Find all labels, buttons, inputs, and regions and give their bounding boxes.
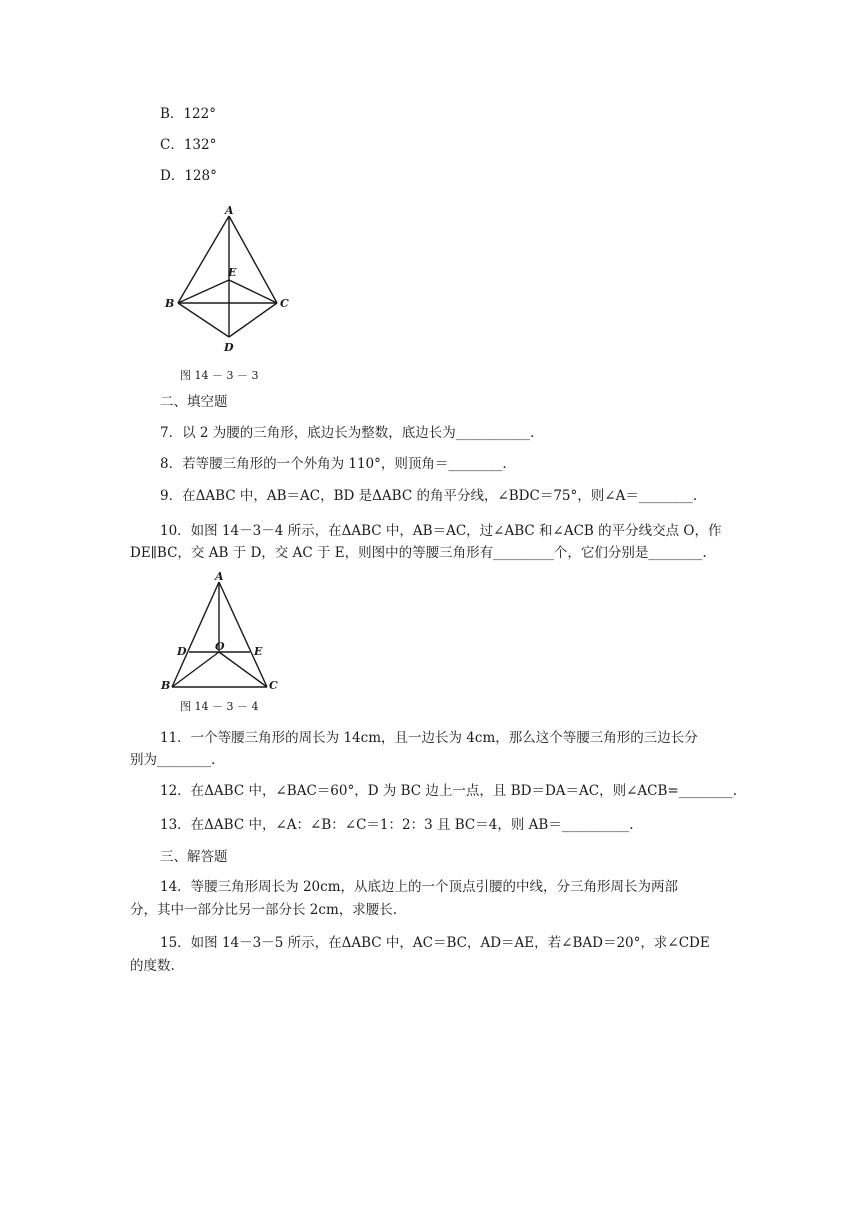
question-13: 13．在ΔABC 中，∠A：∠B：∠C＝1：2：3 且 BC＝4，则 AB＝__________.: [160, 817, 634, 833]
question-7: 7．以 2 为腰的三角形，底边长为整数，底边长为___________.: [160, 425, 535, 441]
figure1-label-d: D: [224, 341, 234, 354]
question-11-line-2: 别为________.: [130, 752, 216, 768]
figure2-lines: [172, 582, 267, 687]
figure2-caption: 图 14 － 3 － 4: [180, 700, 259, 713]
figure1-label-a: A: [225, 204, 234, 217]
question-9: 9．在ΔABC 中，AB＝AC，BD 是ΔABC 的角平分线，∠BDC＝75°，则∠A＝________.: [160, 488, 698, 504]
question-10-line-2: DE∥BC，交 AB 于 D，交 AC 于 E，则图中的等腰三角形有_________个，它们分别是________.: [130, 545, 707, 561]
figure2-label-c: C: [269, 679, 278, 692]
figure-14-3-4: [160, 570, 290, 695]
figure2-label-d: D: [177, 645, 187, 658]
option-b: B．122°: [160, 106, 216, 122]
section-answer-title: 三、解答题: [160, 849, 228, 865]
figure2-label-a: A: [215, 570, 224, 583]
figure2-label-o: O: [215, 640, 225, 653]
figure-14-3-3: [160, 200, 300, 360]
option-c: C．132°: [160, 137, 217, 153]
figure1-label-b: B: [165, 297, 175, 310]
question-12: 12．在ΔABC 中，∠BAC＝60°，D 为 BC 边上一点，且 BD＝DA＝AC，则∠ACB=________.: [160, 783, 738, 799]
question-14-line-1: 14．等腰三角形周长为 20cm，从底边上的一个顶点引腰的中线，分三角形周长为两部: [160, 879, 679, 895]
option-d: D．128°: [160, 168, 217, 184]
figure2-label-b: B: [161, 679, 171, 692]
question-10-line-1: 10．如图 14－3－4 所示，在ΔABC 中，AB＝AC，过∠ABC 和∠ACB 的平分线交点 O，作: [160, 523, 722, 539]
question-11-line-1: 11．一个等腰三角形的周长为 14cm，且一边长为 4cm，那么这个等腰三角形的三边长分: [160, 730, 698, 746]
figure2-label-e: E: [254, 645, 263, 658]
question-8: 8．若等腰三角形的一个外角为 110°，则顶角＝________.: [160, 456, 507, 472]
figure1-label-e: E: [228, 266, 237, 279]
section-fill-in-title: 二、填空题: [160, 394, 228, 410]
question-14-line-2: 分，其中一部分比另一部分长 2cm，求腰长.: [130, 902, 398, 918]
question-15-line-2: 的度数.: [130, 958, 175, 974]
figure1-caption: 图 14 － 3 － 3: [180, 369, 259, 382]
question-15-line-1: 15．如图 14－3－5 所示，在ΔABC 中，AC＝BC，AD＝AE，若∠BAD＝20°，求∠CDE: [160, 935, 710, 951]
figure1-label-c: C: [280, 297, 289, 310]
